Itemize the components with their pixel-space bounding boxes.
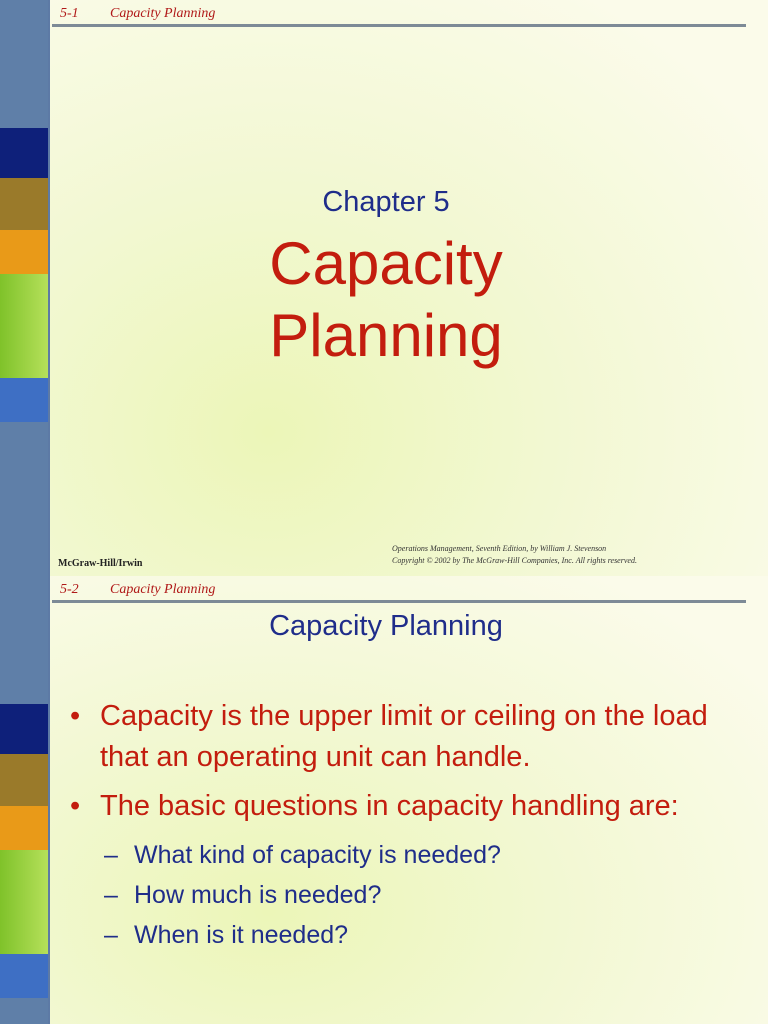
bar-segment-navy: [0, 704, 48, 754]
publisher-label: McGraw-Hill/Irwin: [58, 558, 143, 569]
slide-2: [0, 576, 768, 1024]
header-rule: [52, 24, 746, 27]
sub-bullet-text: How much is needed?: [134, 881, 382, 909]
bar-segment-olive: [0, 754, 48, 806]
bullet-text: Capacity is the upper limit or ceiling on the load that an operating unit can handle.: [100, 700, 708, 773]
bar-segment-navy: [0, 128, 48, 178]
bar-segment-blue-gray-lower: [0, 998, 48, 1024]
bar-segment-blue: [0, 378, 48, 422]
bar-segment-green: [0, 850, 48, 954]
chapter-label: Chapter 5: [322, 186, 450, 218]
bar-segment-blue-gray: [0, 0, 48, 128]
copyright-line-2: Copyright © 2002 by The McGraw-Hill Companies, Inc. All rights reserved.: [392, 556, 637, 565]
header-rule: [52, 600, 746, 603]
sub-bullet-marker: –: [104, 921, 118, 949]
sub-bullet-text: What kind of capacity is needed?: [134, 841, 501, 869]
bullet-marker: •: [70, 700, 81, 732]
title-line-1: Capacity: [269, 230, 503, 297]
bullet-item: [70, 786, 760, 827]
sub-bullet-marker: –: [104, 881, 118, 909]
sub-bullet-item: [70, 835, 760, 875]
copyright-notice: [392, 543, 637, 567]
copyright-line-1: Operations Management, Seventh Edition, by William J. Stevenson: [392, 544, 607, 553]
slide-header: [60, 6, 215, 22]
bullet-list: [70, 696, 760, 955]
bar-edge-line: [48, 576, 50, 1024]
slide-number: 5-2: [60, 582, 79, 597]
title-line-2: Planning: [269, 302, 503, 369]
bar-segment-orange: [0, 806, 48, 850]
bar-segment-blue-gray-lower: [0, 422, 48, 576]
bar-segment-blue: [0, 954, 48, 998]
slide-heading: Capacity Planning: [269, 610, 503, 642]
slide-header-title: Capacity Planning: [110, 582, 216, 597]
sub-bullet-item: [70, 875, 760, 915]
left-color-bar: [0, 576, 48, 1024]
sub-bullet-text: When is it needed?: [134, 921, 349, 949]
sub-bullet-marker: –: [104, 841, 118, 869]
bullet-marker: •: [70, 790, 81, 822]
slide-header: [60, 582, 215, 598]
slide-title: [4, 228, 768, 372]
sub-bullet-item: [70, 915, 760, 955]
bullet-text: The basic questions in capacity handling are:: [100, 790, 679, 822]
slide-number: 5-1: [60, 6, 79, 21]
bullet-item: [70, 696, 760, 778]
slide-header-title: Capacity Planning: [110, 6, 216, 21]
